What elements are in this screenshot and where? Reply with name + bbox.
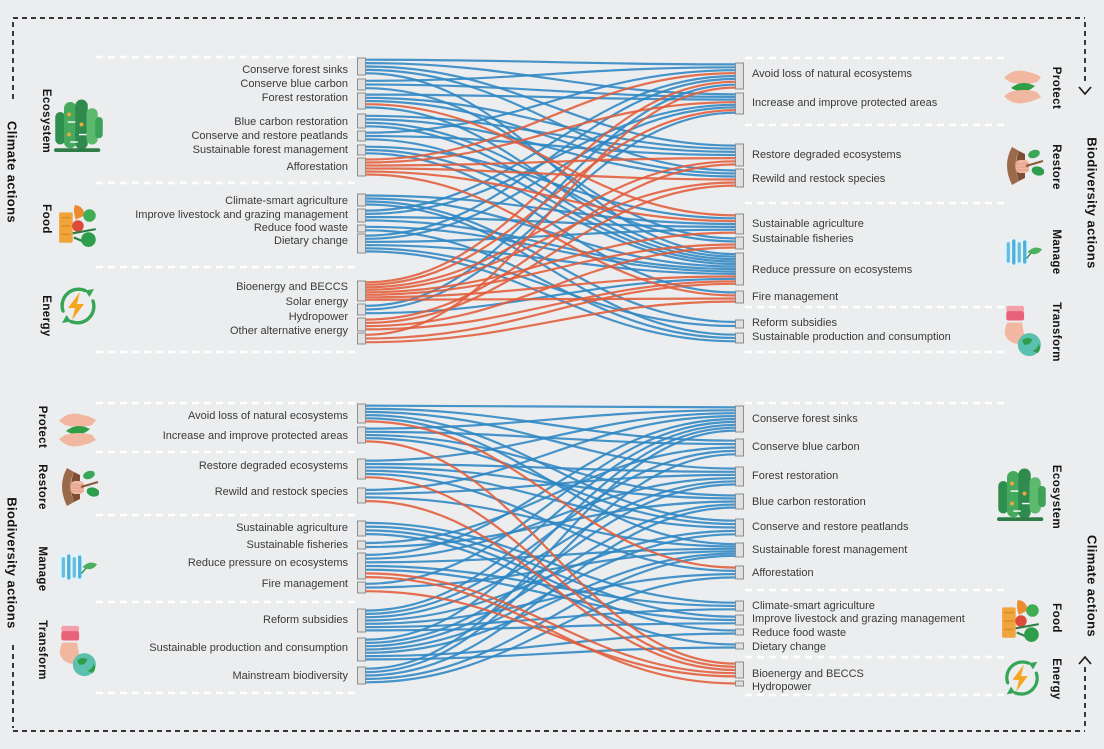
transform-hand-globe-icon — [1000, 305, 1044, 357]
item-label: Blue carbon restoration — [752, 496, 866, 508]
item-label: Sustainable production and consumption — [752, 331, 951, 343]
category-label: Food — [40, 204, 52, 234]
protect-hands-leaf-icon — [1000, 66, 1044, 108]
item-label: Rewild and restock species — [752, 173, 886, 185]
energy-icon — [1000, 656, 1044, 700]
food-icon — [1000, 598, 1044, 644]
item-label: Other alternative energy — [229, 325, 348, 337]
item-label: Sustainable forest management — [192, 144, 348, 156]
item-label: Forest restoration — [752, 470, 839, 482]
restore-hand-plant-icon — [1000, 145, 1044, 189]
item-label: Increase and improve protected areas — [162, 430, 348, 442]
manage-water-leaf-icon — [1001, 235, 1043, 270]
category-label: Transform — [1050, 302, 1062, 362]
item-label: Solar energy — [285, 296, 348, 308]
energy-icon — [55, 283, 101, 329]
category-label: Transform — [36, 620, 48, 680]
item-label: Conserve forest sinks — [242, 64, 348, 76]
item-label: Conserve blue carbon — [752, 441, 860, 453]
item-label: Reform subsidies — [752, 317, 837, 329]
item-label: Fire management — [261, 578, 348, 590]
ecosystem-trees-icon — [997, 467, 1047, 525]
category-label: Protect — [36, 405, 48, 449]
item-label: Afforestation — [286, 161, 348, 173]
item-label: Blue carbon restoration — [234, 116, 348, 128]
item-label: Rewild and restock species — [214, 486, 348, 498]
category-label: Manage — [36, 546, 48, 592]
item-label: Conserve and restore peatlands — [752, 521, 909, 533]
item-label: Afforestation — [752, 567, 814, 579]
outer-label-biodiversity-actions-top: Biodiversity actions — [1084, 137, 1100, 269]
item-label: Sustainable fisheries — [752, 233, 854, 245]
manage-water-leaf-icon — [56, 550, 98, 585]
arrow-up-icon — [1079, 657, 1091, 664]
item-label: Sustainable agriculture — [752, 218, 864, 230]
item-label: Bioenergy and BECCS — [752, 668, 864, 680]
category-label: Ecosystem — [1050, 464, 1062, 530]
item-label: Conserve blue carbon — [240, 78, 348, 90]
category-label: Restore — [36, 464, 48, 510]
item-label: Improve livestock and grazing management — [135, 209, 348, 221]
category-label: Restore — [1050, 144, 1062, 190]
protect-hands-leaf-icon — [55, 409, 99, 451]
link-ribbons — [366, 60, 736, 343]
category-label: Energy — [1050, 658, 1062, 700]
category-label: Protect — [1050, 66, 1062, 110]
item-label: Restore degraded ecosystems — [198, 460, 348, 472]
item-label: Bioenergy and BECCS — [236, 281, 348, 293]
item-label: Sustainable agriculture — [236, 522, 348, 534]
item-label: Improve livestock and grazing management — [752, 613, 965, 625]
item-label: Mainstream biodiversity — [232, 670, 348, 682]
outer-label-climate-actions-top: Climate actions — [4, 120, 20, 224]
restore-hand-plant-icon — [55, 466, 99, 510]
item-label: Forest restoration — [261, 92, 348, 104]
category-label: Manage — [1050, 229, 1062, 275]
item-label: Hydropower — [288, 311, 348, 323]
item-label: Sustainable forest management — [752, 544, 908, 556]
item-label: Increase and improve protected areas — [752, 97, 938, 109]
item-label: Sustainable production and consumption — [149, 642, 348, 654]
item-label: Dietary change — [752, 641, 826, 653]
item-label: Climate-smart agriculture — [225, 195, 348, 207]
category-label: Ecosystem — [40, 88, 52, 154]
outer-label-climate-actions-bottom: Climate actions — [1084, 534, 1100, 638]
item-label: Hydropower — [752, 681, 812, 693]
item-label: Reduce food waste — [752, 627, 847, 639]
item-label: Sustainable fisheries — [246, 539, 348, 551]
item-label: Conserve and restore peatlands — [191, 130, 348, 142]
item-label: Reduce pressure on ecosystems — [752, 264, 913, 276]
link-ribbons — [366, 406, 736, 684]
item-label: Fire management — [752, 291, 839, 303]
item-label: Restore degraded ecosystems — [752, 149, 902, 161]
food-icon — [57, 203, 101, 249]
outer-label-biodiversity-actions-bottom: Biodiversity actions — [4, 497, 20, 629]
item-label: Conserve forest sinks — [752, 413, 858, 425]
category-label: Energy — [40, 295, 52, 337]
transform-hand-globe-icon — [55, 625, 99, 677]
item-label: Avoid loss of natural ecosystems — [752, 68, 912, 80]
item-label: Reform subsidies — [263, 614, 348, 626]
category-label: Food — [1050, 603, 1062, 633]
item-label: Reduce food waste — [253, 222, 348, 234]
item-label: Climate-smart agriculture — [752, 600, 875, 612]
ecosystem-trees-icon — [54, 98, 104, 156]
item-label: Reduce pressure on ecosystems — [187, 557, 348, 569]
item-label: Dietary change — [274, 235, 348, 247]
arrow-down-icon — [1079, 87, 1091, 94]
item-label: Avoid loss of natural ecosystems — [188, 410, 348, 422]
